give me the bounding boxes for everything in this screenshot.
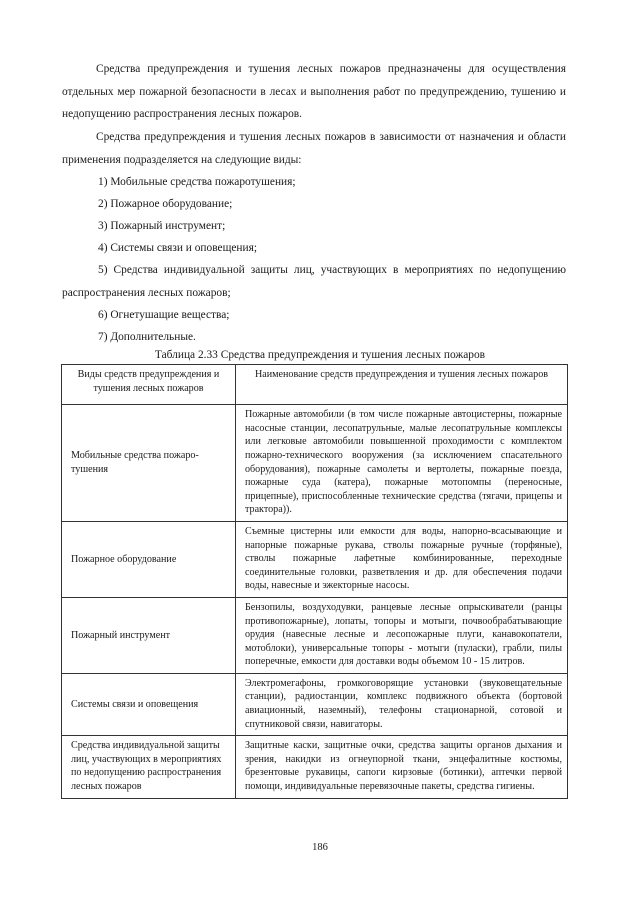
paragraph-purpose: Средства предупреждения и тушения лесных пожаров предназначены для осуществления отдельных мер пожарной безопасности в лесах и выполнения работ по предупреждению, тушению и недопущению распространения лесных пожаров. bbox=[62, 63, 566, 121]
list-item: 6) Огнетушащие вещества; bbox=[98, 309, 230, 321]
table-header-row bbox=[62, 365, 568, 405]
column-header-type: Виды средств предупреждения и тушения лесных пожаров bbox=[62, 365, 236, 405]
table-cell-type: Пожарный инструмент bbox=[62, 597, 236, 673]
table-cell-type: Мобильные средства пожаротушения bbox=[62, 405, 236, 522]
page-number: 186 bbox=[312, 842, 328, 853]
list-item: 4) Системы связи и оповещения; bbox=[98, 242, 258, 254]
list-item: 5) Средства индивидуальной защиты лиц, участвующих в мероприятиях по недопущению распространения лесных пожаров; bbox=[62, 264, 566, 299]
table-row bbox=[62, 673, 568, 735]
list-item: 1) Мобильные средства пожаротушения; bbox=[98, 176, 296, 188]
table-cell-type: Системы связи и оповещения bbox=[62, 673, 236, 735]
list-item: 7) Дополнительные. bbox=[98, 331, 196, 343]
table-row bbox=[62, 736, 568, 798]
table-row bbox=[62, 597, 568, 673]
column-header-items: Наименование средств предупреждения и тушения лесных пожаров bbox=[236, 365, 568, 405]
table-cell-type: Пожарное оборудование bbox=[62, 521, 236, 597]
table-cell-items: Пожарные автомобили (в том числе пожарные автоцистерны, пожарные насосные станции, лесопатрульные, малые лесопатрульные комплексы или легковые автомобили повышенной проходимости с комплектом пожарно-технического вооружения (за исключением спасательного оборудования), пожарные самолеты и вертолеты, пожарные поезда, пожарные суда (катера), пожарные мотопомпы (переносные, прицепные), приспособленные технические средства (тягачи, прицепы и трактора)). bbox=[236, 405, 568, 522]
paragraph-classification: Средства предупреждения и тушения лесных пожаров в зависимости от назначения и области применения подразделяется на следующие виды: bbox=[62, 131, 566, 166]
table-row bbox=[62, 405, 568, 522]
table-cell-items: Защитные каски, защитные очки, средства защиты органов дыхания и зрения, накидки из огнеупорной ткани, энцефалитные костюмы, брезентовые рукавицы, сапоги кирзовые (ботинки), аптечки первой помощи, индивидуальные перевязочные пакеты, средства гигиены. bbox=[236, 736, 568, 798]
table-cell-items: Бензопилы, воздуходувки, ранцевые лесные опрыскиватели (ранцы противопожарные), лопаты, топоры и мотыги, почвообрабатывающие орудия (навесные лесные и лесопожарные плуги, канавокопатели, мотоблоки), универсальные топоры - мотыги (пуласки), грабли, пилы поперечные, емкости для доставки воды объемом 10 - 15 литров. bbox=[236, 597, 568, 673]
table-cell-items: Съемные цистерны или емкости для воды, напорно-всасывающие и напорные пожарные рукава, стволы пожарные ручные (торфяные), стволы пожарные лафетные комбинированные, переходные соединительные головки, разветвления и др. для обеспечения подачи воды, навесные и эжекторные насосы. bbox=[236, 521, 568, 597]
fire-means-table bbox=[61, 364, 568, 799]
table-cell-items: Электромегафоны, громкоговорящие установки (звуковещательные станции), радиостанции, комплекс подвижного объекта (бортовой авиационный, наземный), телефоны стационарной, сотовой и спутниковой связи, навигаторы. bbox=[236, 673, 568, 735]
table-cell-type: Средства индивидуальной защиты лиц, участвующих в мероприятиях по недопущению распространения лесных пожаров bbox=[62, 736, 236, 798]
list-item: 2) Пожарное оборудование; bbox=[98, 198, 233, 210]
list-item: 3) Пожарный инструмент; bbox=[98, 220, 226, 232]
table-caption: Таблица 2.33 Средства предупреждения и тушения лесных пожаров bbox=[154, 349, 486, 361]
table-row bbox=[62, 521, 568, 597]
